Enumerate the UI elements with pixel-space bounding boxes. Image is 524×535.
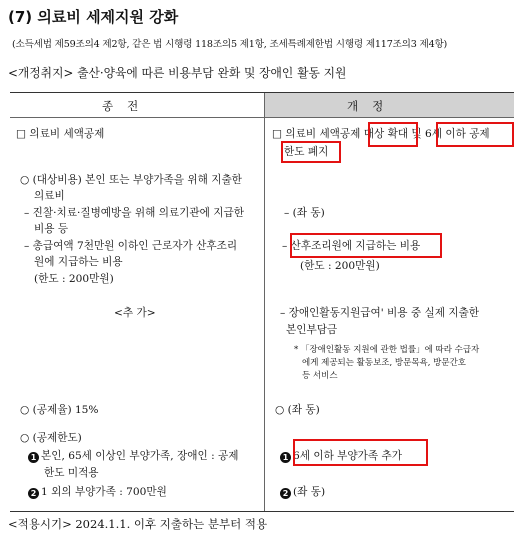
- highlight-box-age6: [436, 122, 514, 147]
- column-divider: [264, 93, 265, 511]
- left-limit1-line1: 1 본인, 65세 이상인 부양가족, 장애인 : 공제: [28, 449, 239, 465]
- left-limit-heading: ○ (공제한도): [20, 432, 82, 444]
- right-item-title-line2: 한도 폐지: [284, 146, 329, 158]
- highlight-box-postnatal: [290, 233, 442, 258]
- header-current-cell: [10, 93, 264, 118]
- left-sub1-line1: – 진찰·치료·질병예방을 위해 의료기관에 지급한: [24, 207, 244, 219]
- right-postnatal-limit: (한도 : 200만원): [300, 260, 380, 272]
- effective-date: <적용시기> 2024.1.1. 이후 지출하는 분부터 적용: [8, 517, 268, 531]
- left-item-title: □ 의료비 세액공제: [16, 128, 105, 140]
- legal-basis: (소득세법 제59조의4 제2항, 같은 법 시행령 118조의5 제1항, 조세특례제한법 시행령 제117조의3 제4항): [12, 39, 448, 50]
- left-sub2-limit: (한도 : 200만원): [34, 273, 114, 285]
- left-rate: ○ (공제율) 15%: [20, 404, 99, 416]
- comparison-table: [10, 92, 514, 512]
- left-sub1-line2: 비용 등: [34, 223, 69, 235]
- right-rate-same: ○ (좌 동): [275, 404, 320, 416]
- right-item-title-line1: □ 의료비 세액공제 대상 확대 및 6세 이하 공제: [272, 128, 490, 140]
- right-disabled-line1: – 장애인활동지원급여' 비용 중 실제 지출한: [280, 307, 480, 319]
- highlight-box-age6-dependents: [293, 439, 428, 466]
- left-sub2-line2: 원에 지급하는 비용: [34, 256, 123, 268]
- left-targets-line1: ○ (대상비용) 본인 또는 부양가족을 위해 지출한: [20, 174, 242, 186]
- right-same1: – (좌 동): [284, 207, 325, 219]
- right-note-line2: 에게 제공되는 활동보조, 방문목욕, 방문간호: [302, 358, 467, 368]
- right-postnatal: – 산후조리원에 지급하는 비용: [282, 240, 421, 252]
- right-note-line1: * 「장애인활동 지원에 관한 법률」에 따라 수급자: [294, 345, 480, 355]
- left-limit1-line2: 한도 미적용: [44, 467, 99, 479]
- left-added-placeholder: <추 가>: [114, 307, 156, 319]
- left-sub2-line1: – 총급여액 7천만원 이하인 근로자가 산후조리: [24, 240, 238, 252]
- header-revised-cell: [265, 93, 514, 118]
- number-2-icon: 2: [280, 488, 291, 499]
- left-targets-line2: 의료비: [34, 190, 65, 202]
- right-disabled-line2: 본인부담금: [286, 324, 338, 336]
- section-title: (7) 의료비 세제지원 강화: [8, 8, 179, 26]
- revision-purpose: <개정취지> 출산·양육에 따른 비용부담 완화 및 장애인 활동 지원: [8, 66, 347, 80]
- right-limit2: 2 (좌 동): [280, 485, 325, 501]
- header-current: 종전: [102, 99, 153, 113]
- highlight-box-expand: [368, 122, 418, 147]
- number-1-icon: 1: [280, 452, 291, 463]
- highlight-box-cap-removal: [281, 141, 341, 163]
- number-1-icon: 1: [28, 452, 39, 463]
- number-2-icon: 2: [28, 488, 39, 499]
- left-limit2: 2 1 외의 부양가족 : 700만원: [28, 485, 167, 501]
- right-note-line3: 등 서비스: [302, 371, 338, 381]
- right-limit1: 1 6세 이하 부양가족 추가: [280, 449, 402, 465]
- header-revised: 개정: [347, 99, 398, 113]
